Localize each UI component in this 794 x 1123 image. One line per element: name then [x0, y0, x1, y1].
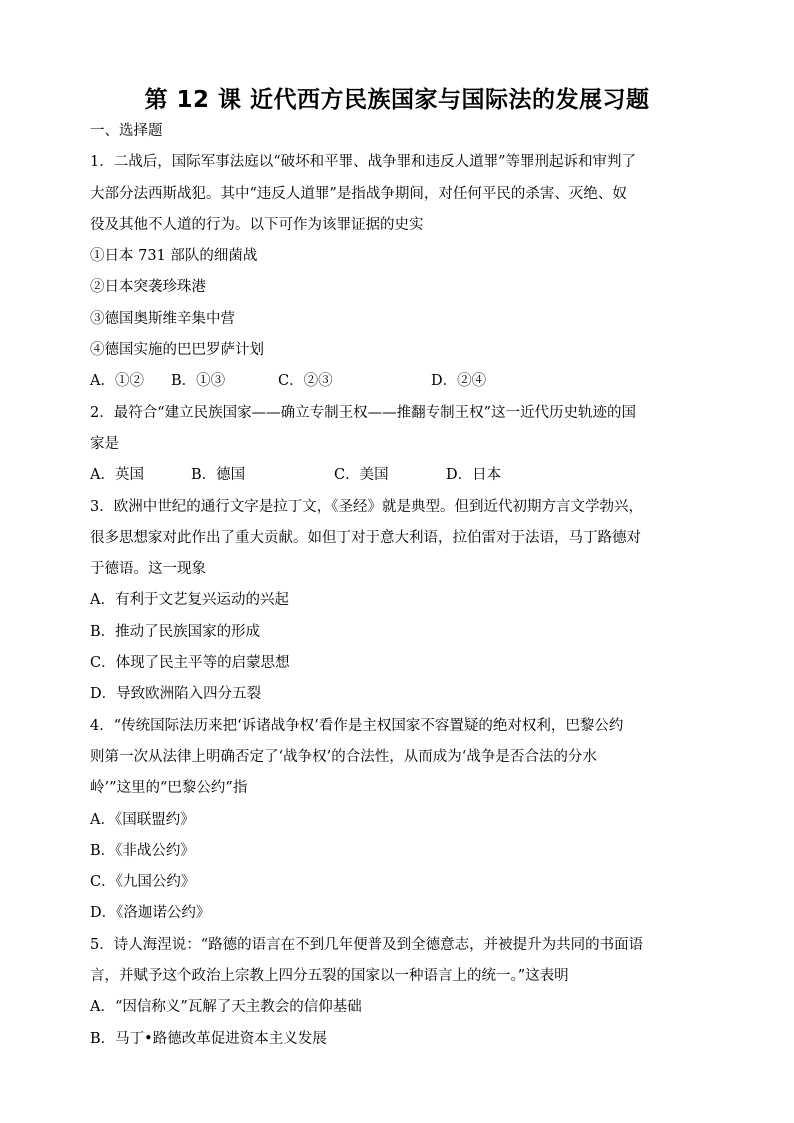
option-d: D．②④: [431, 373, 487, 390]
option-b: B．德国: [191, 467, 246, 484]
statement-item: ④德国实施的巴巴罗萨计划: [90, 342, 264, 359]
option-d: D．《洛迦诺公约》: [90, 905, 211, 922]
question-text-line: 3．欧洲中世纪的通行文字是拉丁文，《圣经》就是典型。但到近代初期方言文学勃兴，: [90, 498, 643, 515]
option-a: A．《国联盟约》: [90, 811, 195, 828]
question-text-line: 1．二战后，国际军事法庭以“破坏和平罪、战争罪和违反人道罪”等罪刑起诉和审判了: [90, 154, 637, 171]
option-b: B．①③: [171, 373, 226, 390]
question-text-line: 家是: [90, 435, 119, 452]
answer-options: [90, 366, 710, 397]
question-2: [90, 398, 710, 492]
statement-item: ③德国奥斯维辛集中营: [90, 310, 235, 327]
option-b: B．推动了民族国家的形成: [90, 623, 261, 640]
option-a: A．有利于文艺复兴运动的兴起: [90, 592, 289, 609]
question-5: [90, 930, 710, 1055]
option-c: C．《九国公约》: [90, 874, 196, 891]
question-3: [90, 492, 710, 711]
page-title: 第 12 课 近代西方民族国家与国际法的发展习题: [144, 87, 650, 113]
option-b: B．《非战公约》: [90, 842, 195, 859]
question-text-line: 岭’”这里的“巴黎公约”指: [90, 780, 248, 797]
question-4: [90, 711, 710, 930]
option-b: B．马丁•路德改革促进资本主义发展: [90, 1030, 327, 1047]
question-text-line: 很多思想家对此作出了重大贡献。如但丁对于意大利语，拉伯雷对于法语，马丁路德对: [90, 529, 641, 546]
option-c: C．体现了民主平等的启蒙思想: [90, 655, 290, 672]
question-text-line: 则第一次从法律上明确否定了‘战争权’的合法性，从而成为‘战争是否合法的分水: [90, 748, 597, 765]
option-a: A．①②: [90, 373, 144, 390]
option-c: C．②③: [278, 373, 333, 390]
question-text-line: 4．“传统国际法历来把‘诉诸战争权’看作是主权国家不容置疑的绝对权利，巴黎公约: [90, 717, 624, 734]
option-c: C．美国: [334, 467, 389, 484]
document-body: [90, 116, 710, 1055]
statement-item: ②日本突袭珍珠港: [90, 279, 206, 296]
question-1: [90, 147, 710, 397]
option-d: D．导致欧洲陷入四分五裂: [90, 686, 262, 703]
statement-item: ①日本 731 部队的细菌战: [90, 248, 258, 265]
option-a: A．“因信称义”瓦解了天主教会的信仰基础: [90, 999, 362, 1016]
option-d: D．日本: [446, 467, 502, 484]
question-text-line: 5．诗人海涅说：“路德的语言在不到几年便普及到全德意志，并被提升为共同的书面语: [90, 936, 644, 953]
option-a: A．英国: [90, 467, 144, 484]
answer-options: [90, 460, 710, 491]
question-text-line: 大部分法西斯战犯。其中“违反人道罪”是指战争期间，对任何平民的杀害、灭绝、奴: [90, 185, 627, 202]
question-text-line: 言，并赋予这个政治上宗教上四分五裂的国家以一种语言上的统一。”这表明: [90, 968, 569, 985]
section-heading: 一、选择题: [90, 123, 163, 139]
question-text-line: 于德语。这一现象: [90, 561, 206, 578]
question-text-line: 役及其他不人道的行为。以下可作为该罪证据的史实: [90, 216, 424, 233]
question-text-line: 2．最符合“建立民族国家——确立专制王权——推翻专制王权”这一近代历史轨迹的国: [90, 404, 637, 421]
